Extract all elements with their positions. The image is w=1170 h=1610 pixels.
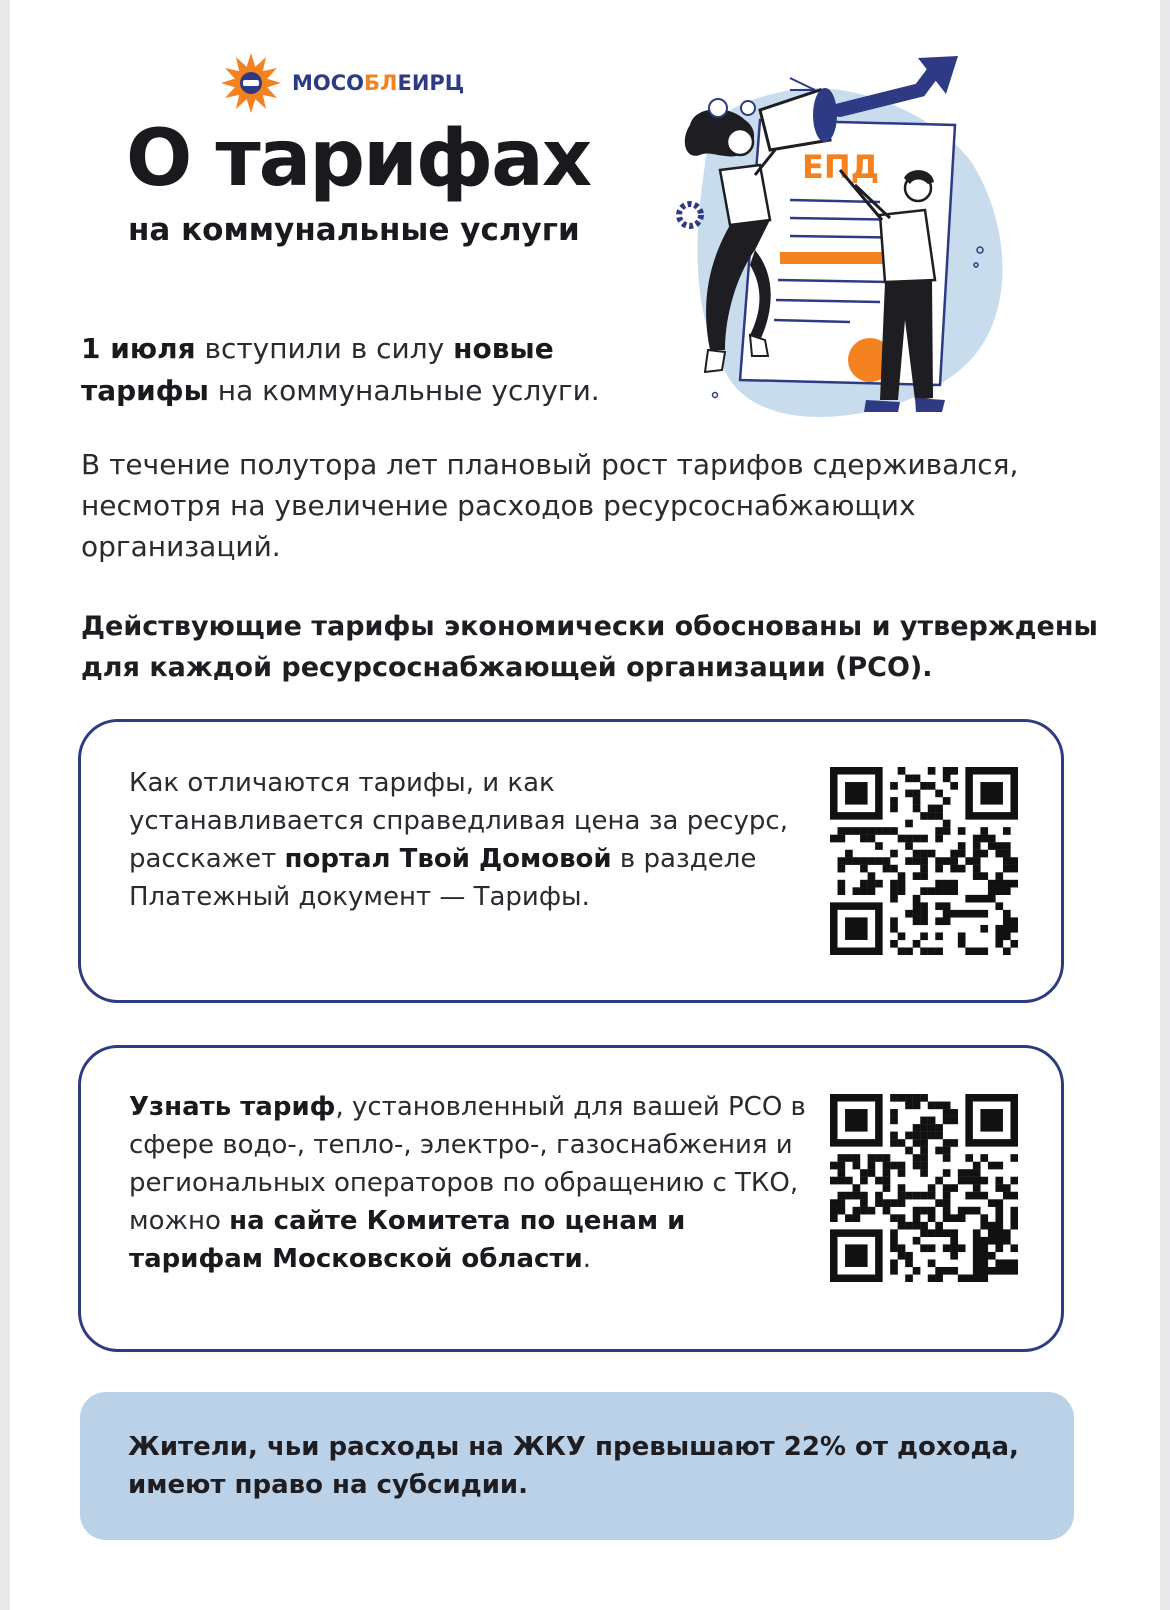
card2-text: Узнать тариф, установленный для вашей РСО в сфере водо-, тепло-, электро-, газоснабжения и региональных операторов по обращению с ТКО, можно на сайте Комитета по ценам и тарифам Московской области. xyxy=(129,1092,806,1274)
card1-text: Как отличаются тарифы, и как устанавливается справедливая цена за ресурс, расскажет портал Твой Домовой в разделе Платежный документ — Тарифы. xyxy=(129,768,788,912)
qr-code-icon[interactable] xyxy=(830,1094,1018,1282)
info-card-tariff-committee xyxy=(78,1045,1064,1352)
epd-label: ЕПД xyxy=(802,148,880,186)
page-subtitle: на коммунальные услуги xyxy=(128,212,580,248)
tariffs-justified-paragraph: Действующие тарифы экономически обоснованы и утверждены для каждой ресурсоснабжающей организации (РСО). xyxy=(81,611,1098,683)
info-card-domovoy xyxy=(78,719,1064,1003)
people-megaphone-document-illustration xyxy=(670,50,1030,435)
subsidy-note xyxy=(80,1392,1074,1540)
subsidy-note-text: Жители, чьи расходы на ЖКУ превышают 22% от дохода, имеют право на субсидии. xyxy=(128,1432,1019,1500)
sun-logo-icon xyxy=(220,52,282,114)
qr-code-icon[interactable] xyxy=(830,767,1018,955)
brand-logo xyxy=(220,52,464,114)
page-title: О тарифах xyxy=(126,114,591,204)
intro-paragraph: 1 июля вступили в силу новые тарифы на коммунальные услуги. xyxy=(81,332,600,407)
brand-name: МОСОБЛЕИРЦ xyxy=(292,71,465,95)
poster-page xyxy=(10,0,1160,1610)
growth-paragraph: В течение полутора лет плановый рост тарифов сдерживался, несмотря на увеличение расходов ресурсоснабжающих организаций. xyxy=(81,448,1019,563)
